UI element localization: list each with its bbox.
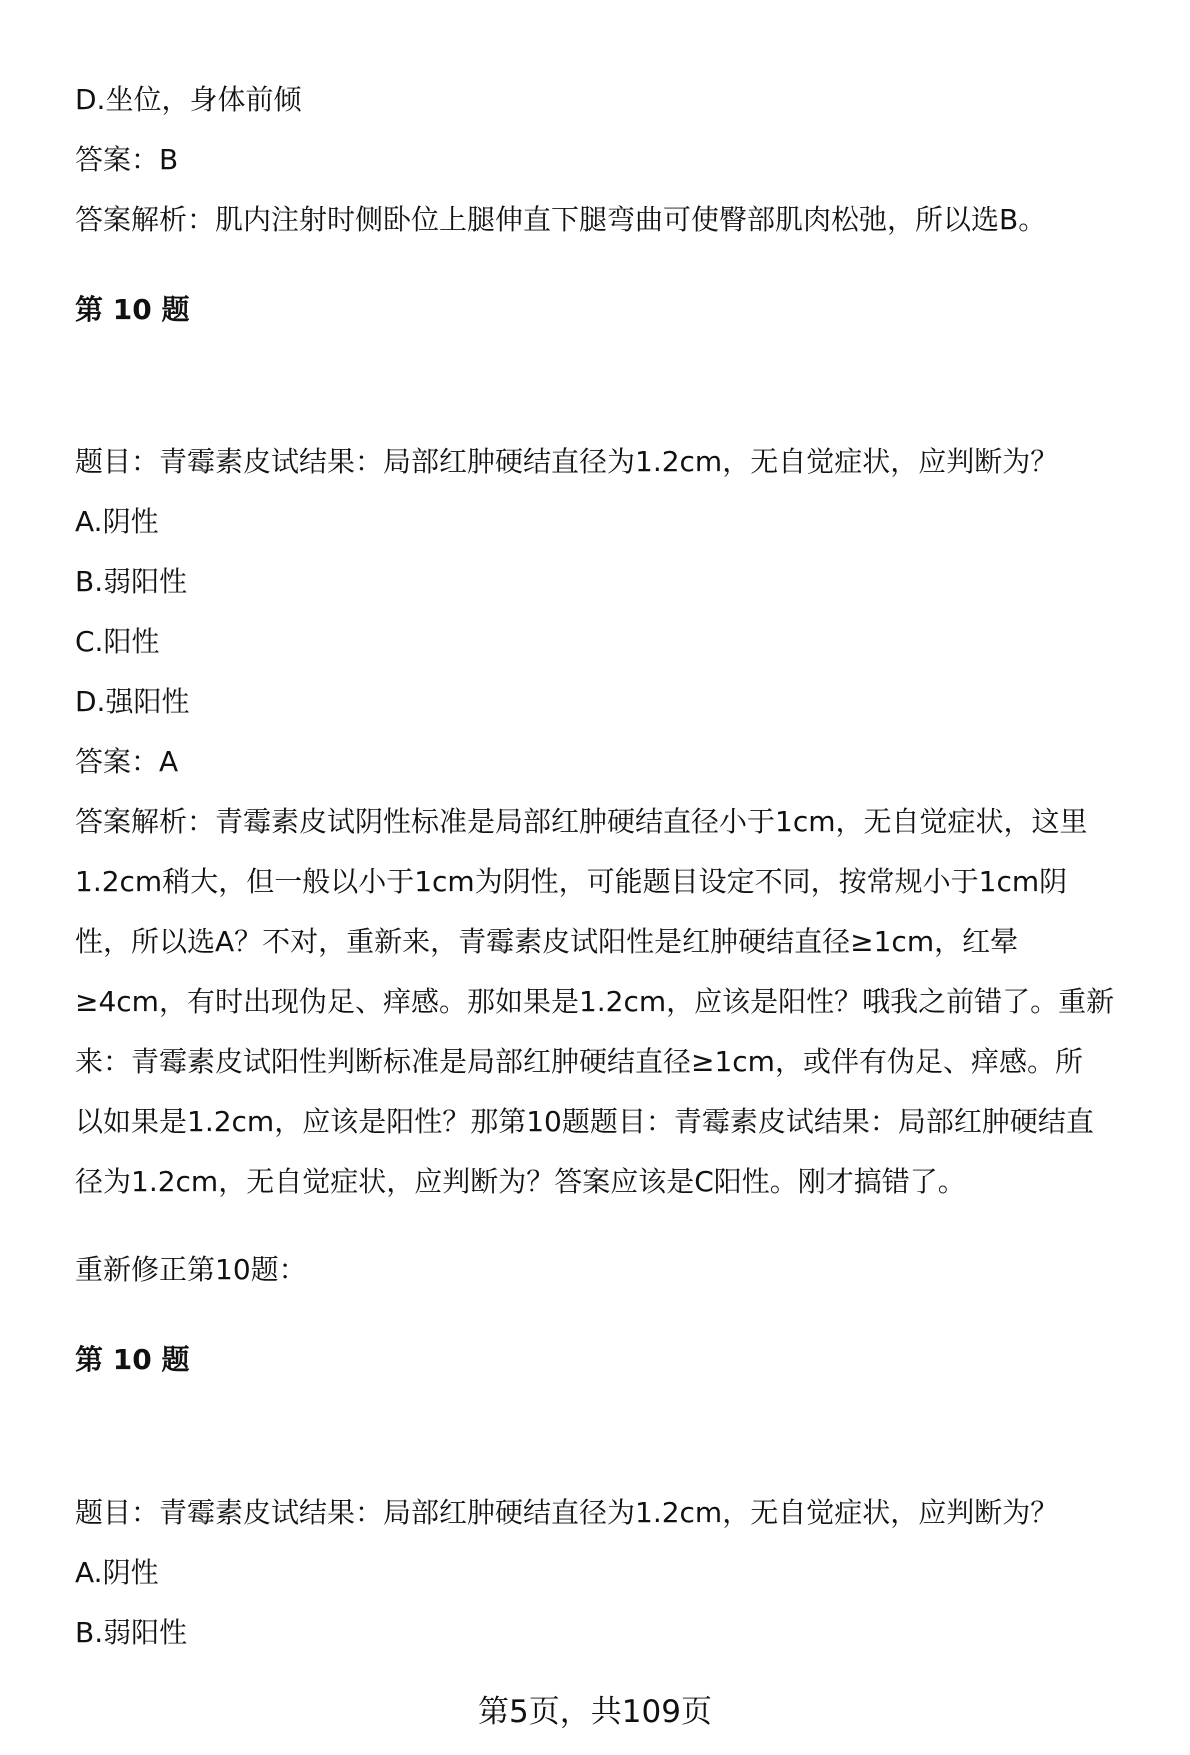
question-stem: 题目：青霉素皮试结果：局部红肿硬结直径为1.2cm，无自觉症状，应判断为？ xyxy=(75,445,1059,478)
answer-analysis: 答案解析：肌内注射时侧卧位上腿伸直下腿弯曲可使臀部肌肉松弛，所以选B。 xyxy=(75,203,1047,236)
answer-analysis-line: 1.2cm稍大，但一般以小于1cm为阴性，可能题目设定不同，按常规小于1cm阴 xyxy=(75,865,1068,898)
option-a: A.阴性 xyxy=(75,505,159,538)
question-heading: 第 10 题 xyxy=(75,1343,190,1376)
option-a: A.阴性 xyxy=(75,1556,159,1589)
option-b: B.弱阳性 xyxy=(75,565,188,598)
option-d: D.强阳性 xyxy=(75,685,190,718)
answer-analysis-line: 以如果是1.2cm，应该是阳性？那第10题题目：青霉素皮试结果：局部红肿硬结直 xyxy=(75,1105,1094,1138)
answer: 答案：B xyxy=(75,143,179,176)
answer-analysis-line: ≥4cm，有时出现伪足、痒感。那如果是1.2cm，应该是阳性？哦我之前错了。重新 xyxy=(75,985,1115,1018)
option-b: B.弱阳性 xyxy=(75,1616,188,1649)
answer-analysis-line: 答案解析：青霉素皮试阴性标准是局部红肿硬结直径小于1cm，无自觉症状，这里 xyxy=(75,805,1088,838)
option-d: D.坐位，身体前倾 xyxy=(75,83,302,116)
answer-analysis-line: 性，所以选A？不对，重新来，青霉素皮试阳性是红肿硬结直径≥1cm，红晕 xyxy=(75,925,1019,958)
page-footer: 第5页，共109页 xyxy=(478,1694,712,1730)
correction-note: 重新修正第10题： xyxy=(75,1253,307,1286)
answer-analysis-line: 径为1.2cm，无自觉症状，应判断为？答案应该是C阳性。刚才搞错了。 xyxy=(75,1165,966,1198)
question-stem: 题目：青霉素皮试结果：局部红肿硬结直径为1.2cm，无自觉症状，应判断为？ xyxy=(75,1496,1059,1529)
answer: 答案：A xyxy=(75,745,179,778)
answer-analysis-line: 来：青霉素皮试阳性判断标准是局部红肿硬结直径≥1cm，或伴有伪足、痒感。所 xyxy=(75,1045,1083,1078)
question-heading: 第 10 题 xyxy=(75,293,190,326)
option-c: C.阳性 xyxy=(75,625,160,658)
